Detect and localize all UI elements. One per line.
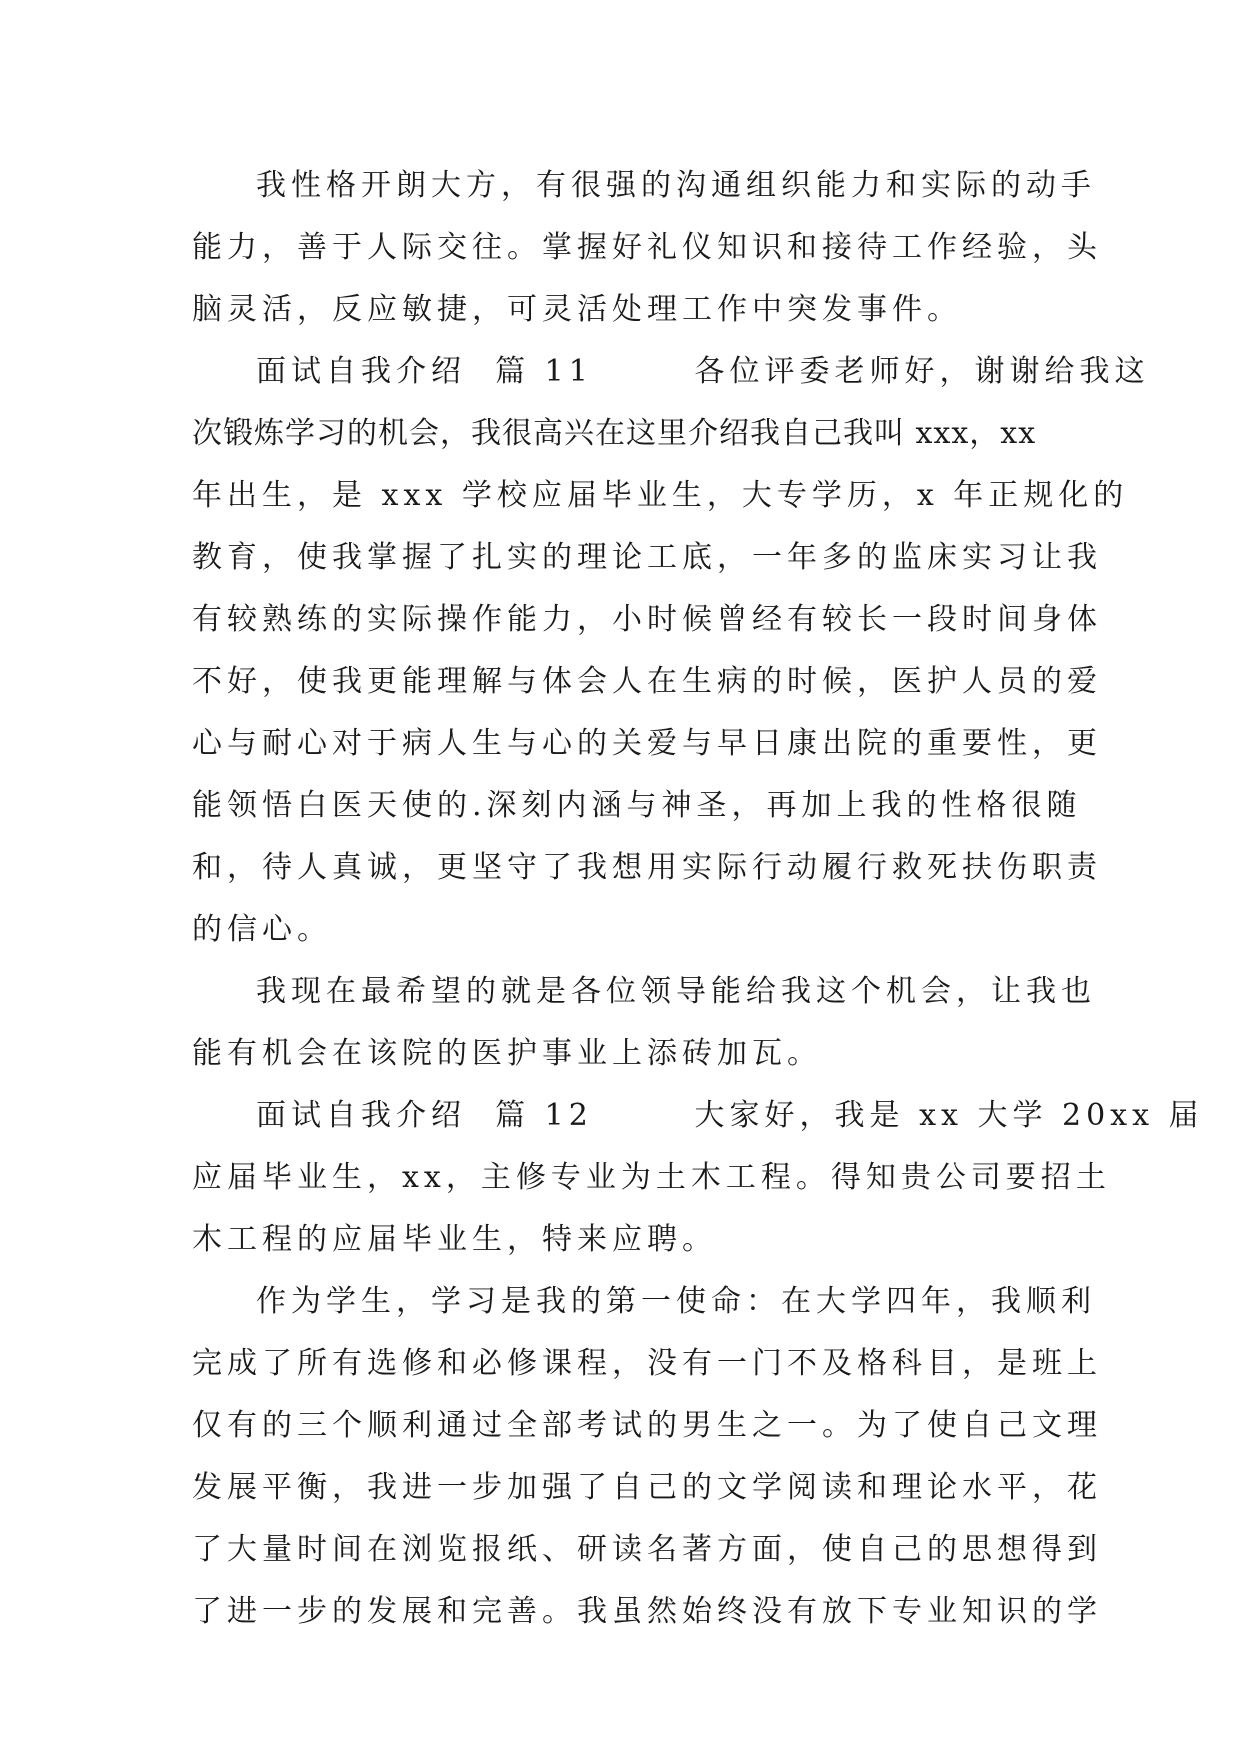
paragraph-5-line-5: 了大量时间在浏览报纸、研读名著方面，使自己的思想得到 (192, 1532, 1102, 1567)
paragraph-1-line-3: 脑灵活，反应敏捷，可灵活处理工作中突发事件。 (192, 292, 962, 327)
paragraph-1-line-2: 能力，善于人际交往。掌握好礼仪知识和接待工作经验，头 (192, 230, 1102, 265)
paragraph-5-line-4: 发展平衡，我进一步加强了自己的文学阅读和理论水平，花 (192, 1470, 1102, 1505)
paragraph-2-line-4: 教育，使我掌握了扎实的理论工底，一年多的监床实习让我 (192, 540, 1102, 575)
paragraph-2-line-3: 年出生，是 xxx 学校应届毕业生，大专学历，x 年正规化的 (192, 478, 1129, 513)
paragraph-2-line-10: 的信心。 (192, 912, 332, 947)
paragraph-2-line-2: 次锻炼学习的机会，我很高兴在这里介绍我自己我叫 xxx，xx (192, 416, 1037, 451)
paragraph-4-line-3: 木工程的应届毕业生，特来应聘。 (192, 1222, 717, 1257)
paragraph-2-line-8: 能领悟白医天使的.深刻内涵与神圣，再加上我的性格很随 (192, 788, 1082, 823)
paragraph-2-line-6: 不好，使我更能理解与体会人在生病的时候，医护人员的爱 (192, 664, 1102, 699)
paragraph-2-line-9: 和，待人真诚，更坚守了我想用实际行动履行救死扶伤职责 (192, 850, 1102, 885)
paragraph-5-line-3: 仅有的三个顺利通过全部考试的男生之一。为了使自己文理 (192, 1408, 1102, 1443)
paragraph-3-line-1: 我现在最希望的就是各位领导能给我这个机会，让我也 (256, 974, 1096, 1009)
paragraph-5-line-6: 了进一步的发展和完善。我虽然始终没有放下专业知识的学 (192, 1594, 1102, 1629)
paragraph-2-line-1: 面试自我介绍 篇 11 各位评委老师好，谢谢给我这 (256, 354, 1150, 389)
paragraph-2-line-7: 心与耐心对于病人生与心的关爱与早日康出院的重要性，更 (192, 726, 1102, 761)
paragraph-5-line-2: 完成了所有选修和必修课程，没有一门不及格科目，是班上 (192, 1346, 1102, 1381)
paragraph-4-line-1: 面试自我介绍 篇 12 大家好，我是 xx 大学 20xx 届 (256, 1098, 1204, 1133)
paragraph-1-line-1: 我性格开朗大方，有很强的沟通组织能力和实际的动手 (256, 168, 1096, 203)
paragraph-4-line-2: 应届毕业生，xx，主修专业为土木工程。得知贵公司要招土 (192, 1160, 1111, 1195)
paragraph-5-line-1: 作为学生，学习是我的第一使命：在大学四年，我顺利 (256, 1284, 1096, 1319)
paragraph-2-line-5: 有较熟练的实际操作能力，小时候曾经有较长一段时间身体 (192, 602, 1102, 637)
paragraph-3-line-2: 能有机会在该院的医护事业上添砖加瓦。 (192, 1036, 822, 1071)
